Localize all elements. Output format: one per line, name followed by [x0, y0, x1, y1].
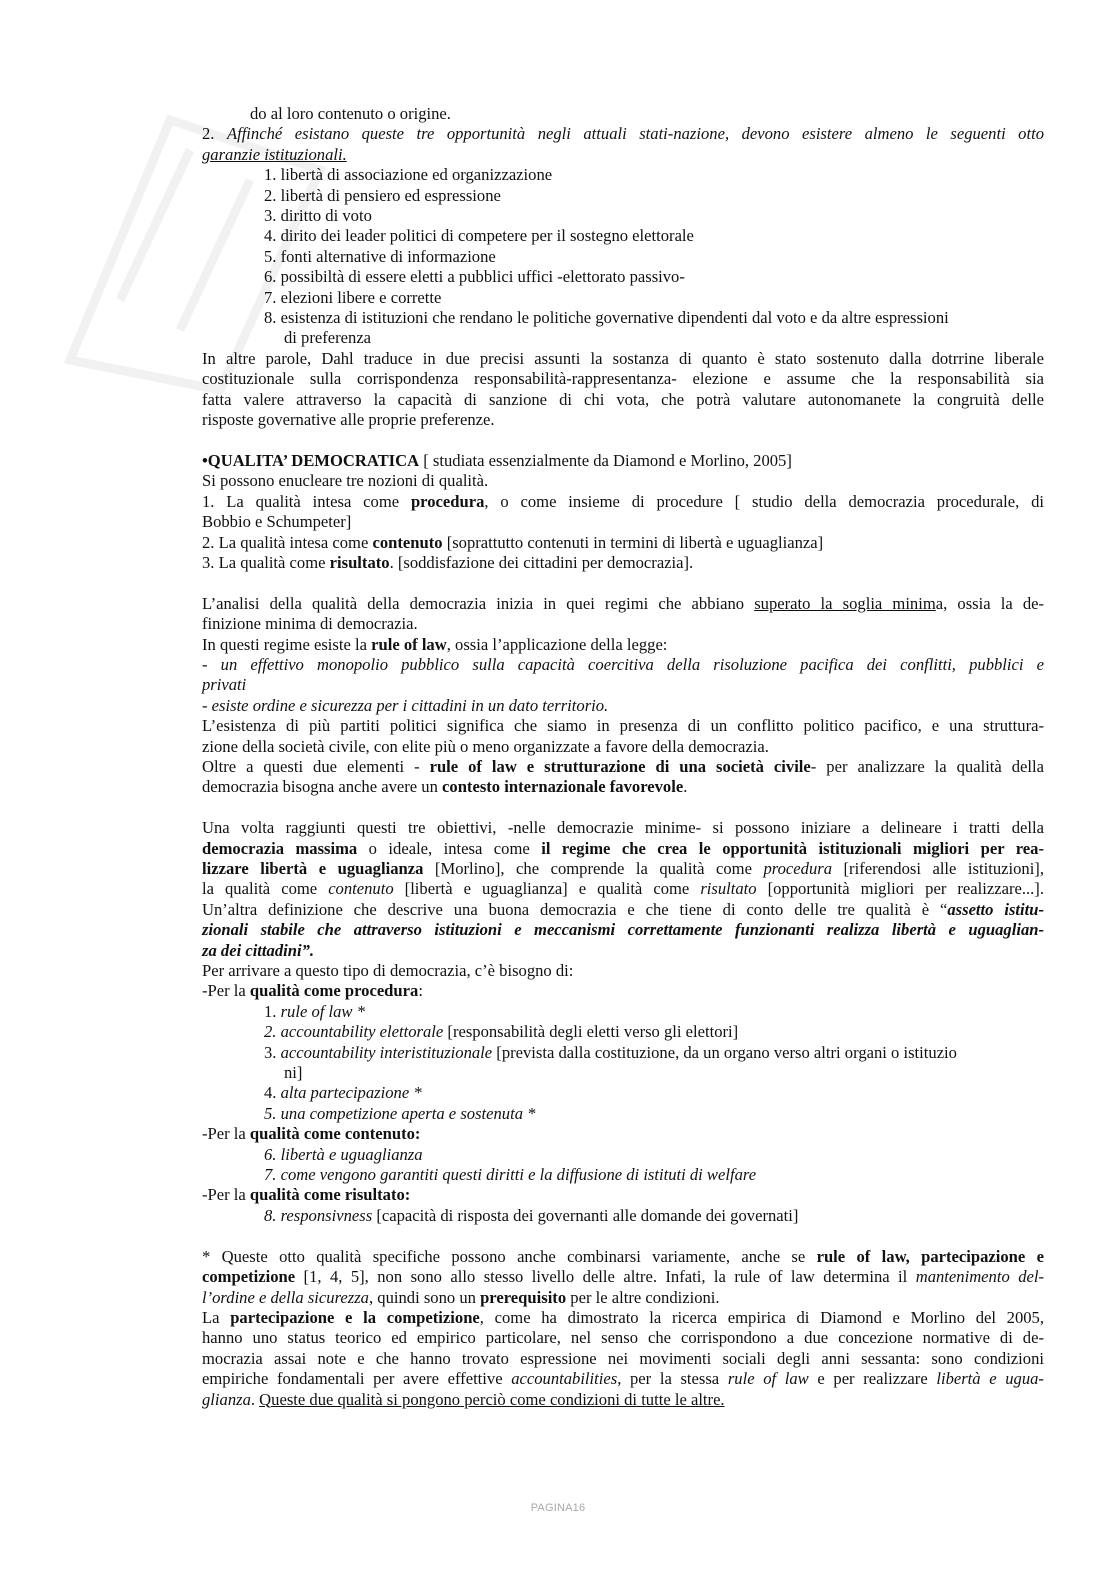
procedure-item-3-continuation: ni] [284, 1063, 303, 1083]
note-b-line-5-text: . [250, 1389, 260, 1409]
content-heading-term: qualità come contenuto: [249, 1124, 421, 1144]
dahl-paragraph-line-2: costituzionale sulla corrispondenza responsabilità-rappresentanza- elezione e assume che la responsabilità sia [202, 369, 1044, 389]
analysis-line-5: privati [202, 675, 247, 695]
result-item-8-term: 8. responsivness [264, 1205, 373, 1225]
notions-intro: Si possono enucleare tre nozioni di qualità. [202, 471, 489, 491]
note-b-line-4-text-2: per la stessa [621, 1369, 728, 1389]
note-b-line-3: mocrazia assai note e che hanno trovato espressione nei movimenti sociali degli anni sessanta: sono condizioni [202, 1348, 1044, 1368]
note-a-line-3 [202, 1288, 1044, 1308]
maximal-line-3-bold: lizzare libertà e uguaglianza [202, 858, 424, 878]
procedure-item-1-text: rule of law * [280, 1001, 365, 1021]
guarantee-7: 7. elezioni libere e corrette [264, 287, 442, 307]
analysis-line-9 [202, 757, 1044, 777]
notion-2-text: [soprattutto contenuti in termini di libertà e uguaglianza] [442, 532, 824, 552]
note-a-line-2 [202, 1267, 1044, 1287]
note-b-line-1-bold: partecipazione e la competizione [230, 1307, 480, 1327]
guarantee-4: 4. dirito dei leader politici di competere per il sostegno elettorale [264, 226, 694, 246]
procedure-item-1 [202, 1002, 1044, 1022]
maximal-line-3-end: [riferendosi alle istituzioni], [832, 858, 1044, 878]
maximal-line-4-text: la qualità come [202, 879, 329, 899]
analysis-line-10-text: democrazia bisogna anche avere un [202, 777, 443, 797]
content-item-6: 6. libertà e uguaglianza [264, 1144, 423, 1164]
result-item-8-text: [capacità di risposta dei governanti alle domande dei governati] [372, 1205, 799, 1225]
note-b-line-4 [202, 1369, 1044, 1389]
analysis-line-3-end: , ossia l’applicazione della legge: [446, 634, 668, 654]
note-b-line-1-text: , come ha dimostrato la ricerca empirica di Diamond e Morlino del 2005, [479, 1307, 1044, 1327]
maximal-line-4-end: [opportunità migliori per realizzare...]. [756, 879, 1044, 899]
guarantee-2: 2. libertà di pensiero ed espressione [264, 185, 501, 205]
note-b-line-4-italic-1: accountabilities, [511, 1369, 622, 1389]
note-a-line-2-bold: competizione [202, 1267, 296, 1287]
notion-2-prefix: 2. La qualità intesa come [202, 532, 373, 552]
maximal-line-4 [202, 879, 1044, 899]
definition-quote-end: za dei cittadini”. [202, 940, 315, 960]
guarantee-6: 6. possibiltà di essere eletti a pubblici uffici -elettorato passivo- [264, 267, 685, 287]
note-a-line-3-text: , quindi sono un [368, 1287, 481, 1307]
note-b-line-4-italic-2: rule of law [727, 1369, 809, 1389]
notion-1 [202, 492, 1044, 512]
dahl-paragraph-line-1: In altre parole, Dahl traduce in due precisi assunti la sostanza di quanto è stato sostenuto dalla dotrrine liberale [202, 348, 1044, 368]
maximal-term: democrazia massima [202, 838, 358, 858]
guarantee-3: 3. diritto di voto [264, 206, 372, 226]
procedure-item-1-number: 1. [264, 1001, 281, 1021]
note-a-line-1-bold: rule of law, partecipazione e [816, 1246, 1044, 1266]
procedure-item-3-term: accountability interistituzionale [280, 1042, 493, 1062]
notion-1-term: procedura [410, 491, 485, 511]
point-2-line-1 [202, 124, 1044, 144]
rule-of-law-term: rule of law [371, 634, 447, 654]
document-page [202, 104, 1044, 1410]
note-b-line-2: hanno uno status teorico ed empirico particolare, nel senso che corrispondono a due concezione normative di de- [202, 1328, 1044, 1348]
procedure-item-3-text: [prevista dalla costituzione, da un organo verso altri organi o istituzio [492, 1042, 957, 1062]
procedure-heading-term: qualità come procedura [249, 981, 419, 1001]
note-a-line-3-end: per le altre condizioni. [566, 1287, 720, 1307]
maximal-line-4-italic-2: risultato [700, 879, 757, 899]
procedure-item-4 [202, 1083, 1044, 1103]
note-b-line-1-prefix: La [202, 1307, 231, 1327]
analysis-line-6: - esiste ordine e sicurezza per i cittadini in un dato territorio. [202, 695, 609, 715]
analysis-line-10-bold: contesto internazionale favorevole [442, 777, 684, 797]
note-a-line-2-italic: mantenimento del- [915, 1267, 1044, 1287]
definition-quote-start: assetto istitu- [947, 899, 1044, 919]
analysis-line-10-end: . [683, 777, 688, 797]
analysis-line-3 [202, 635, 1044, 655]
content-item-7: 7. come vengono garantiti questi diritti e la diffusione di istituti di welfare [264, 1165, 757, 1185]
note-b-line-4-text: empiriche fondamentali per avere effettive [202, 1369, 512, 1389]
note-b-line-4-italic-3: libertà e ugua- [936, 1369, 1044, 1389]
maximal-line-2 [202, 839, 1044, 859]
note-b-line-1 [202, 1308, 1044, 1328]
maximal-line-5 [202, 900, 1044, 920]
result-heading [202, 1185, 1044, 1205]
section-heading-title: •QUALITA’ DEMOCRATICA [202, 450, 420, 470]
analysis-underlined: superato la soglia minim [754, 593, 936, 613]
analysis-line-1-end: a, ossia la de- [935, 593, 1045, 613]
maximal-line-2-text: o ideale, intesa come [357, 838, 542, 858]
maximal-line-3 [202, 859, 1044, 879]
guarantee-8-continuation: di preferenza [284, 328, 372, 348]
analysis-line-8: zione della società civile, con elite più o meno organizzate a favore della democrazia. [202, 736, 769, 756]
analysis-line-7: L’esistenza di più partiti politici significa che siamo in presenza di un conflitto politico pacifico, e una struttura- [202, 716, 1044, 736]
procedure-item-2 [202, 1022, 1044, 1042]
procedure-item-4-number: 4. [264, 1083, 281, 1103]
notion-3 [202, 553, 1044, 573]
notion-3-term: risultato [329, 552, 390, 572]
procedure-heading [202, 981, 1044, 1001]
note-a-line-1-text: * Queste otto qualità specifiche possono anche combinarsi variamente, anche se [202, 1246, 817, 1266]
notion-1-continuation: Bobbio e Schumpeter] [202, 512, 352, 532]
procedure-heading-colon: : [418, 981, 423, 1001]
note-b-line-4-text-3: e per realizzare [808, 1369, 937, 1389]
analysis-line-4: - un effettivo monopolio pubblico sulla capacità coercitiva della risoluzione pacifica dei conflitti, pubblici e [202, 654, 1044, 674]
analysis-line-3-text: In questi regime esiste la [202, 634, 372, 654]
maximal-line-3-text: [Morlino], che comprende la qualità come [423, 858, 764, 878]
section-heading [202, 451, 1044, 471]
definition-quote-middle: zionali stabile che attraverso istituzioni e meccanismi correttamente funzionanti realizza libertà e uguaglian- [202, 920, 1044, 940]
analysis-line-2: finizione minima di democrazia. [202, 614, 418, 634]
content-heading-prefix: -Per la [202, 1124, 250, 1144]
result-item-8 [202, 1206, 1044, 1226]
procedure-item-2-term: 2. accountability elettorale [264, 1022, 444, 1042]
notion-2 [202, 533, 1044, 553]
maximal-line-2-bold: il regime che crea le opportunità istituzionali migliori per rea- [541, 838, 1044, 858]
dahl-paragraph-line-4: risposte governative alle proprie preferenze. [202, 410, 495, 430]
notion-2-term: contenuto [372, 532, 443, 552]
maximal-line-1: Una volta raggiunti questi tre obiettivi, -nelle democrazie minime- si possono iniziare a delineare i tratti della [202, 818, 1044, 838]
point-2-line-2: garanzie istituzionali. [202, 144, 347, 164]
continuation-line: do al loro contenuto o origine. [250, 104, 451, 123]
content-heading [202, 1124, 1044, 1144]
guarantee-5: 5. fonti alternative di informazione [264, 246, 496, 266]
page-number: PAGINA16 [530, 1502, 586, 1514]
maximal-line-4-italic-1: contenuto [328, 879, 394, 899]
maximal-line-5-text: Un’altra definizione che descrive una buona democrazia e che tiene di conto delle tre qualità è “ [202, 899, 948, 919]
analysis-line-9-text: Oltre a questi due elementi - [202, 756, 430, 776]
note-a-line-1 [202, 1247, 1044, 1267]
procedure-item-5: 5. una competizione aperta e sostenuta * [264, 1103, 536, 1123]
point-2-text: Affinché esistano queste tre opportunità negli attuali stati-nazione, devono esistere almeno le seguenti otto [226, 124, 1045, 144]
procedure-item-3 [202, 1043, 1044, 1063]
procedure-item-3-number: 3. [264, 1042, 281, 1062]
section-heading-note: [ studiata essenzialmente da Diamond e Morlino, 2005] [419, 450, 792, 470]
note-b-line-5-underlined: Queste due qualità si pongono perciò come condizioni di tutte le altre. [259, 1389, 725, 1409]
notion-3-prefix: 3. La qualità come [202, 552, 330, 572]
prerequisite-term: prerequisito [480, 1287, 567, 1307]
procedure-item-4-text: alta partecipazione * [280, 1083, 422, 1103]
notion-1-prefix: 1. La qualità intesa come [202, 491, 411, 511]
note-a-line-2-text: [1, 4, 5], non sono allo stesso livello delle altre. Infati, la rule of law determina il [295, 1267, 916, 1287]
analysis-line-1 [202, 594, 1044, 614]
notion-1-text: , o come insieme di procedure [ studio della democrazia procedurale, di [484, 491, 1045, 511]
analysis-line-9-bold: rule of law e strutturazione di una società civile [429, 756, 811, 776]
analysis-line-1-text: L’analisi della qualità della democrazia inizia in quei regimi che abbiano [202, 593, 755, 613]
note-b-line-5 [202, 1390, 1044, 1410]
notion-3-text: . [soddisfazione dei cittadini per democrazia]. [389, 552, 694, 572]
guarantee-8: 8. esistenza di istituzioni che rendano le politiche governative dipendenti dal voto e da altre espressioni [264, 308, 949, 328]
procedure-item-2-text: [responsabilità degli eletti verso gli elettori] [443, 1022, 739, 1042]
note-b-line-5-italic: glianza [202, 1389, 251, 1409]
result-heading-prefix: -Per la [202, 1185, 250, 1205]
procedure-heading-prefix: -Per la [202, 981, 250, 1001]
maximal-line-4-text-2: [libertà e uguaglianza] e qualità come [393, 879, 701, 899]
maximal-line-3-italic: procedura [763, 858, 832, 878]
guarantee-1: 1. libertà di associazione ed organizzazione [264, 165, 553, 185]
maximal-line-8: Per arrivare a questo tipo di democrazia, c’è bisogno di: [202, 961, 574, 981]
note-a-line-3-italic: l’ordine e della sicurezza [202, 1287, 369, 1307]
analysis-line-9-end: - per analizzare la qualità della [810, 756, 1045, 776]
analysis-line-10 [202, 777, 1044, 797]
dahl-paragraph-line-3: fatta valere attraverso la capacità di sanzione di chi vota, che potrà valutare autonomanete la congruità delle [202, 389, 1044, 409]
result-heading-term: qualità come risultato: [249, 1185, 411, 1205]
point-2-number: 2. [202, 124, 227, 144]
